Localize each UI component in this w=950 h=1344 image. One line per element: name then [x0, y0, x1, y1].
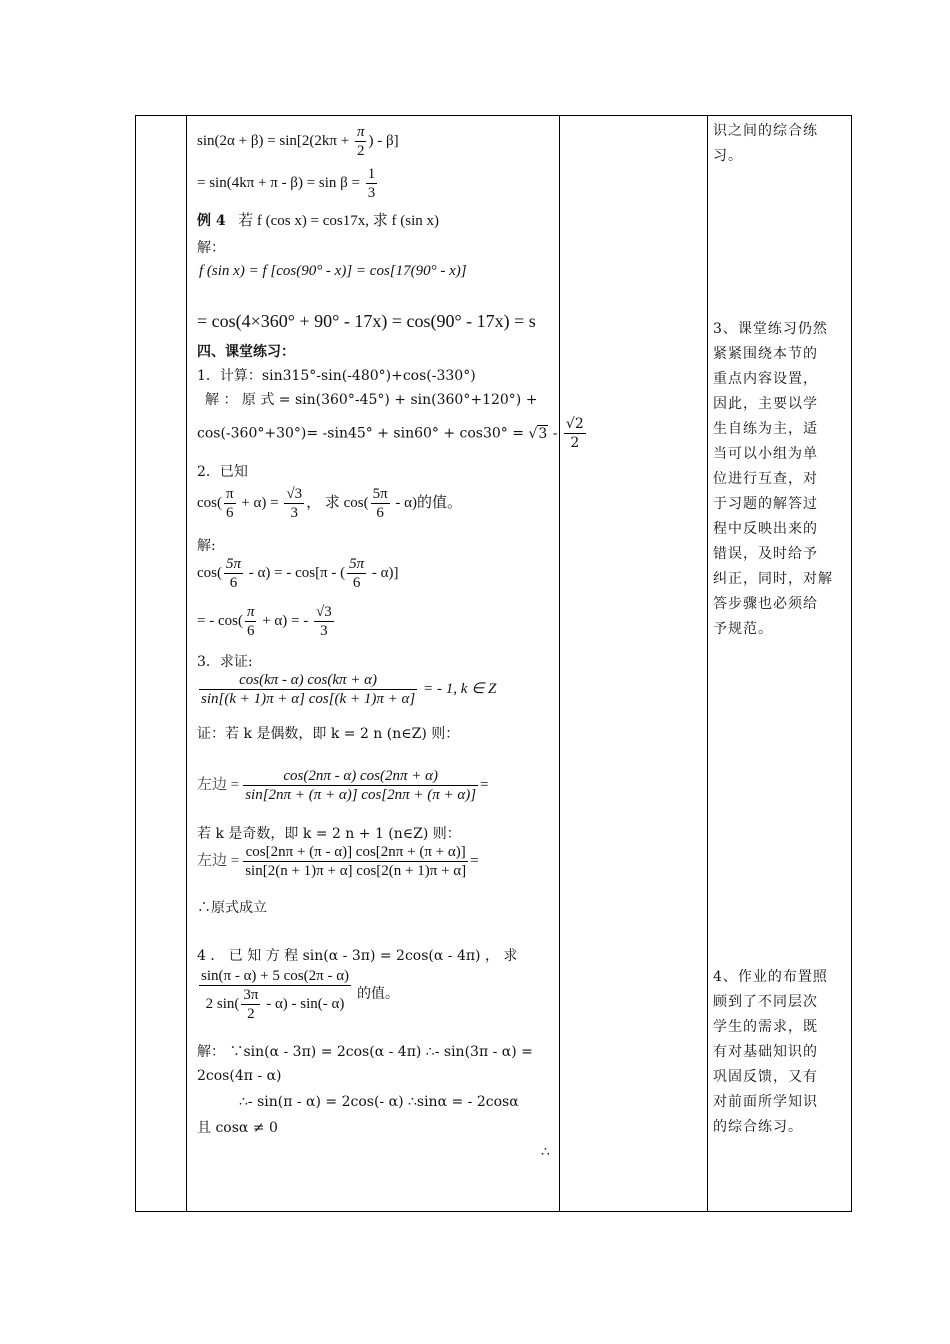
practice-q1: 1．计算：sin315°-sin(-480°)+cos(-330°) [197, 368, 476, 384]
practice-q4-solution-c: ∴- sin(π - α) = 2cos(- α) ∴sinα = - 2cosα [239, 1094, 519, 1110]
formula-line-2: = sin(4kπ + π - β) = sin β = $\frac{1}{3}$ [197, 166, 376, 201]
note-line: 识之间的综合练 [713, 123, 818, 139]
example-4-heading: 例 4 若 f (cos x) = cos17x, 求 f (sin x) [197, 213, 440, 229]
note-line: 程中反映出来的 [713, 521, 818, 537]
note-line: 错误，及时给予 [713, 546, 818, 562]
lesson-table [135, 115, 852, 1212]
practice-q3-conclusion: ∴原式成立 [197, 900, 267, 916]
practice-q2: 2．已知 [197, 464, 248, 480]
note-line: 紧紧围绕本节的 [713, 346, 818, 362]
design-note-3 [713, 317, 848, 642]
practice-q2-solution-label: 解: [197, 538, 216, 554]
formula-line-1: sin(2α + β) = sin[2(2kπ + $\frac{\pi}{2}$ ) - β] [197, 124, 399, 159]
note-line: 对前面所学知识 [713, 1094, 818, 1110]
note-line: 习。 [713, 148, 743, 164]
practice-q4-expression: sin(π - α) + 5 cos(2π - α) 2 sin( $\frac{3\pi}{2}$ - α) - sin(- α) 的值。 [201, 968, 400, 1022]
note-line: 的综合练习。 [713, 1119, 803, 1135]
table-right-border [851, 115, 852, 1212]
note-line: 因此，主要以学 [713, 396, 818, 412]
note-line: 重点内容设置， [713, 371, 818, 387]
example-4-step-2: = cos(4×360° + 90° - 17x) = cos(90° - 17x) = s [197, 311, 536, 331]
design-note-4 [713, 965, 848, 1140]
column-blank-2 [560, 116, 707, 1211]
practice-q1-solution-b: cos(-360°+30°)= -sin45° + sin60° + cos30° = √3 - $\frac{√2}{2}$ [197, 416, 584, 451]
practice-q4-solution-e: ∴ [541, 1144, 550, 1160]
note-line: 予规范。 [713, 621, 773, 637]
practice-q4-solution-b: 2cos(4π - α) [197, 1068, 282, 1084]
section-heading-practice: 四、课堂练习： [197, 344, 295, 360]
practice-q3: 3．求证: [197, 654, 253, 670]
practice-q4-solution-a: 解： ∵sin(α - 3π) = 2cos(α - 4π) ∴- sin(3π - α) = [197, 1044, 533, 1060]
example-4-solution-label: 解： [197, 240, 225, 256]
note-line: 3、课堂练习仍然 [713, 321, 828, 337]
practice-q3-proof-even: 证：若 k 是偶数，即 k = 2 n (n∈Z) 则： [197, 726, 460, 742]
note-line: 生自练为主，适 [713, 421, 818, 437]
practice-q1-solution-a: 解 ： 原 式 = sin(360°-45°) + sin(360°+120°) + [205, 392, 538, 408]
note-line: 有对基础知识的 [713, 1044, 818, 1060]
note-line: 4、作业的布置照 [713, 969, 828, 985]
note-line: 位进行互查，对 [713, 471, 818, 487]
practice-q3-left-odd: 左边 = $\frac{\cos[2n\pi + (\pi - \alpha)] \cos[2n\pi + (\pi + \alpha)]}{\sin[2(n + 1)\pi + \alpha] \cos[2(n + 1)\pi + \alpha]}$ = [197, 844, 479, 879]
practice-q4-solution-d: 且 cosα ≠ 0 [197, 1120, 278, 1136]
practice-q2-step-2: = - cos( $\frac{\pi}{6}$ + α) = - $\frac{√3}{3}$ [197, 604, 332, 639]
note-line: 答步骤也必须给 [713, 596, 818, 612]
practice-q2-condition: cos( $\frac{\pi}{6}$ + α) = $\frac{√3}{3}$ ， 求 cos( $\frac{5\pi}{6}$ - α)的值。 [197, 486, 463, 521]
note-line: 巩固反馈，又有 [713, 1069, 818, 1085]
note-line: 于习题的解答过 [713, 496, 818, 512]
practice-q3-identity: $\frac{\cos(k\pi - \alpha) \cos(k\pi + \alpha)}{\sin[(k + 1)\pi + \alpha] \cos[(k + 1)\pi + \alpha]}$ = - 1, k ∈ Z [201, 672, 497, 707]
column-blank [136, 116, 186, 1211]
note-line: 纠正，同时，对解 [713, 571, 833, 587]
teaching-content-column [191, 115, 584, 1212]
practice-q2-step-1: cos( $\frac{5\pi}{6}$ - α) = - cos[π - ( $\frac{5\pi}{6}$ - α)] [197, 556, 399, 591]
practice-q4: 4 ． 已 知 方 程 sin(α - 3π) = 2cos(α - 4π) ， 求 [197, 948, 518, 964]
column-divider-1 [186, 115, 187, 1212]
note-line: 顾到了不同层次 [713, 994, 818, 1010]
note-line: 当可以小组为单 [713, 446, 818, 462]
column-divider-3 [707, 115, 708, 1212]
design-note-top [713, 119, 848, 169]
note-line: 学生的需求，既 [713, 1019, 818, 1035]
example-4-step-1: f (sin x) = f [cos(90° - x)] = cos[17(90° - x)] [199, 263, 467, 279]
practice-q3-proof-odd: 若 k 是奇数，即 k = 2 n + 1 (n∈Z) 则： [197, 826, 461, 842]
practice-q3-left-even: 左边 = $\frac{\cos(2n\pi - \alpha) \cos(2n\pi + \alpha)}{\sin[2n\pi + (\pi + \alpha)] \cos[2n\pi + (\pi + \alpha)]}$ = [197, 768, 489, 803]
